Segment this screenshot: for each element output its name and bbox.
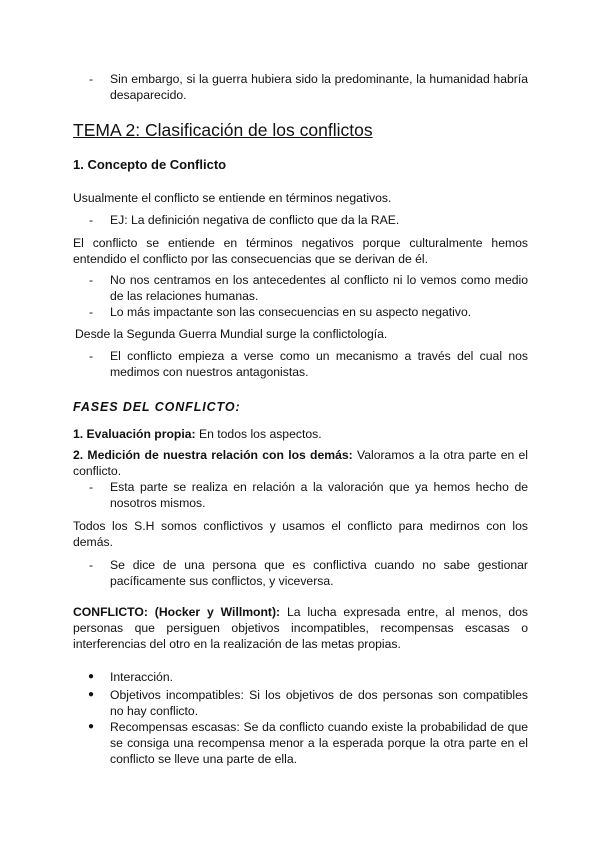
dash-item-antecedentes <box>73 272 528 304</box>
bullet-marker: ● <box>88 721 95 732</box>
dash-marker: - <box>89 213 94 227</box>
bullet-marker: ● <box>88 671 95 682</box>
dash-text: Esta parte se realiza en relación a la valoración que ya hemos hecho de nosotros mismos. <box>110 480 528 510</box>
paragraph-conflictologia: Desde la Segunda Guerra Mundial surge la conflictología. <box>75 327 388 341</box>
dash-item-impactante <box>73 304 528 320</box>
fase-1-text: En todos los aspectos. <box>195 427 322 441</box>
definition-label: CONFLICTO: (Hocker y Willmont): <box>73 605 281 619</box>
page-title: TEMA 2: Clasificación de los conflictos <box>73 120 373 140</box>
bullet-text: Objetivos incompatibles: Si los objetivos de dos personas son compatibles no hay conflicto. <box>110 688 528 718</box>
definition-text: La lucha expresada entre, al menos, dos personas que persiguen objetivos incompatibles, recompensas escasas o interferencias del otro en la realización de las metas propias. <box>73 605 529 651</box>
dash-marker: - <box>89 273 94 287</box>
dash-marker: - <box>89 72 94 86</box>
dash-text: Lo más impactante son las consecuencias en su aspecto negativo. <box>110 305 472 319</box>
paragraph-usualmente: Usualmente el conflicto se entiende en términos negativos. <box>73 191 392 205</box>
dash-item-guerra <box>73 71 528 103</box>
paragraph-terminos-negativos: El conflicto se entiende en términos negativos porque culturalmente hemos entendido el conflicto por las consecuencias que se derivan de él. <box>73 236 528 266</box>
bullet-text: Recompensas escasas: Se da conflicto cuando existe la probabilidad de que se consiga una recompensa menor a la esperada porque la otra parte en el conflicto se lleve una parte de ella. <box>110 720 528 766</box>
fase-2-label: 2. Medición de nuestra relación con los demás: <box>73 448 353 462</box>
dash-text: Sin embargo, si la guerra hubiera sido la predominante, la humanidad habría desaparecido. <box>110 72 528 102</box>
fase-2 <box>73 447 528 479</box>
fases-heading: FASES DEL CONFLICTO: <box>73 400 241 414</box>
dash-marker: - <box>89 558 94 572</box>
dash-text: No nos centramos en los antecedentes al conflicto ni lo vemos como medio de las relaciones humanas. <box>110 273 528 303</box>
fase-2-text: Valoramos a la otra parte en el conflicto. <box>73 448 529 478</box>
definition-conflicto <box>73 604 528 652</box>
bullet-marker: ● <box>88 689 95 700</box>
bullet-interaccion <box>73 669 528 685</box>
dash-marker: - <box>89 349 94 363</box>
dash-item-rae <box>73 212 528 228</box>
dash-text: Se dice de una persona que es conflictiva cuando no sabe gestionar pacíficamente sus conflictos, y viceversa. <box>110 558 528 588</box>
dash-item-valoracion <box>73 479 528 511</box>
dash-text: EJ: La definición negativa de conflicto que da la RAE. <box>110 213 400 227</box>
dash-marker: - <box>89 480 94 494</box>
dash-item-mecanismo <box>73 348 528 380</box>
dash-item-gestionar <box>73 557 528 589</box>
bullet-objetivos <box>73 687 528 719</box>
dash-marker: - <box>89 305 94 319</box>
section-heading: 1. Concepto de Conflicto <box>73 157 227 172</box>
dash-text: El conflicto empieza a verse como un mecanismo a través del cual nos medimos con nuestros antagonistas. <box>110 349 528 379</box>
bullet-recompensas <box>73 719 528 767</box>
fase-1-label: 1. Evaluación propia: <box>73 427 196 441</box>
paragraph-conflictivos: Todos los S.H somos conflictivos y usamos el conflicto para medirnos con los demás. <box>73 519 528 549</box>
fase-1 <box>73 426 528 442</box>
bullet-text: Interacción. <box>110 670 174 684</box>
